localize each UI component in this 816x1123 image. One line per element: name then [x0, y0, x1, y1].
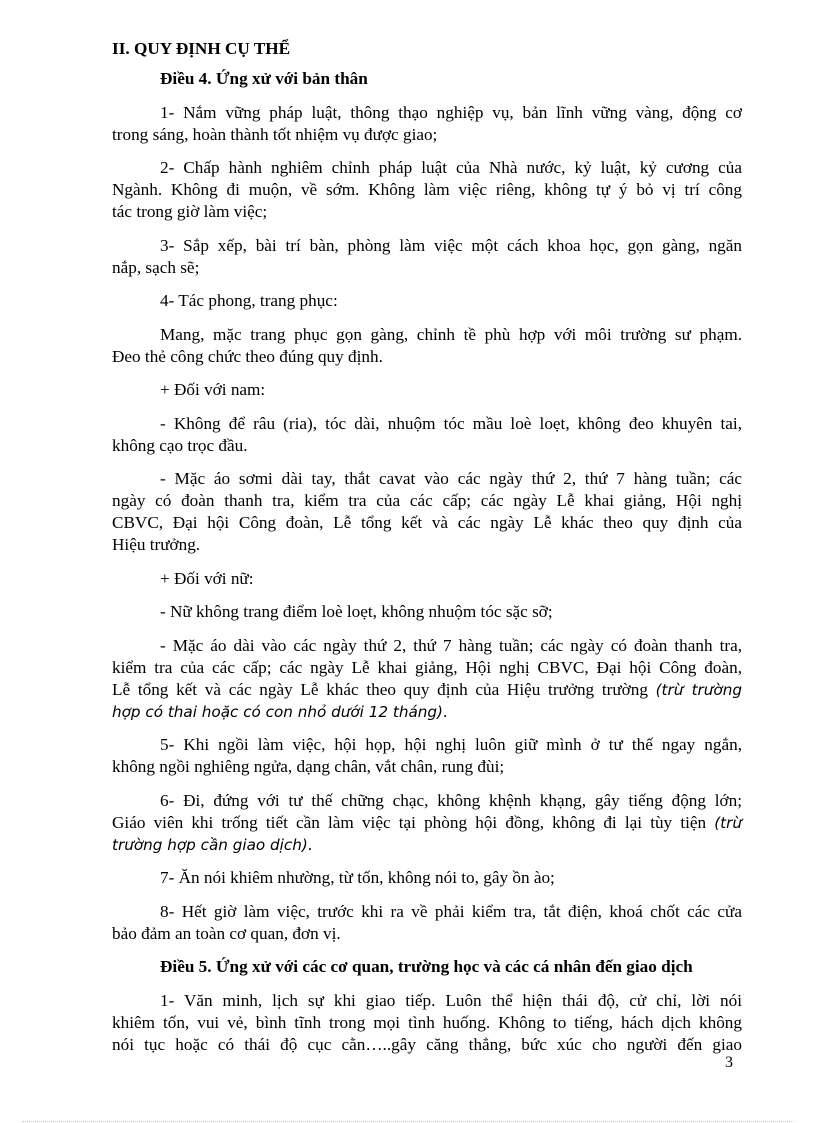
paragraph-4-4-dress — [112, 324, 742, 368]
text-line: nắp, sạch sẽ; — [112, 257, 200, 277]
text-line: 1- Nắm vững pháp luật, thông thạo nghiệp vụ, bản lĩnh vững vàng, động cơ — [160, 102, 742, 122]
paragraph-4-5 — [112, 734, 742, 778]
article-4-title: Điều 4. Ứng xử với bản thân — [160, 69, 368, 88]
article-5-title: Điều 5. Ứng xử với các cơ quan, trường học và các cá nhân đến giao dịch — [160, 957, 693, 976]
text-line: 3- Sắp xếp, bài trí bàn, phòng làm việc một cách khoa học, gọn gàng, ngăn — [160, 235, 742, 255]
female-heading: + Đối với nữ: — [160, 568, 254, 588]
text-line — [112, 701, 742, 723]
text-line: 8- Hết giờ làm việc, trước khi ra về phải kiểm tra, tắt điện, khoá chốt các cửa — [160, 901, 742, 921]
male-heading: + Đối với nam: — [160, 380, 266, 399]
text-line — [112, 812, 742, 834]
paragraph-4-1 — [112, 102, 742, 146]
text-line: CBVC, Đại hội Công đoàn, Lễ tổng kết và các ngày Lễ khác theo quy định của — [112, 513, 742, 532]
text-line: Mang, mặc trang phục gọn gàng, chỉnh tề phù hợp với môi trường sư phạm. — [160, 324, 742, 344]
male-rule-1 — [112, 413, 742, 457]
paragraph-4-6 — [112, 790, 742, 856]
text-line: khiêm tốn, vui vẻ, bình tĩnh trong mọi tình huống. Không to tiếng, hách dịch không — [112, 1012, 742, 1032]
paragraph-4-3 — [112, 235, 742, 279]
paragraph-5-1 — [112, 990, 742, 1056]
female-rule-2 — [112, 635, 742, 723]
section-heading: II. QUY ĐỊNH CỤ THỂ — [112, 39, 291, 58]
paragraph-4-2 — [112, 157, 742, 223]
text-line: 2- Chấp hành nghiêm chỉnh pháp luật của Nhà nước, kỷ luật, kỷ cương của — [160, 158, 742, 177]
text-line: bảo đảm an toàn cơ quan, đơn vị. — [112, 923, 341, 943]
text-line: tác trong giờ làm việc; — [112, 202, 268, 221]
italic-note: (trừ trường — [655, 680, 742, 699]
text-line: - Mặc áo dài vào các ngày thứ 2, thứ 7 hàng tuần; các ngày có đoàn thanh tra, — [160, 635, 742, 655]
text-line: 6- Đi, đứng với tư thế chững chạc, không khệnh khạng, gây tiếng động lớn; — [160, 790, 742, 810]
text-line: 1- Văn minh, lịch sự khi giao tiếp. Luôn thể hiện thái độ, cử chỉ, lời nói — [160, 990, 742, 1010]
paragraph-4-4: 4- Tác phong, trang phục: — [160, 291, 338, 310]
text-line: - Không để râu (ria), tóc dài, nhuộm tóc mầu loè loẹt, không đeo khuyên tai, — [160, 413, 742, 433]
page-number: 3 — [725, 1054, 733, 1071]
italic-note: (trừ — [714, 813, 742, 832]
text-line: Ngành. Không đi muộn, về sớm. Không làm việc riêng, không tự ý bỏ vị trí công — [112, 180, 742, 199]
text-line: - Mặc áo sơmi dài tay, thắt cavat vào các ngày thứ 2, thứ 7 hàng tuần; các — [160, 469, 742, 488]
text-line: không ngồi nghiêng ngửa, dạng chân, vắt chân, rung đùi; — [112, 757, 505, 776]
paragraph-4-7: 7- Ăn nói khiêm nhường, từ tốn, không nói to, gây ồn ào; — [160, 868, 555, 887]
text-line: Đeo thẻ công chức theo đúng quy định. — [112, 346, 383, 366]
text-line — [112, 679, 742, 701]
italic-note: trường hợp cần giao dịch) — [112, 835, 308, 854]
text-line: Hiệu trưởng. — [112, 535, 201, 554]
text-line: kiểm tra của các cấp; các ngày Lễ khai giảng, Hội nghị CBVC, Đại hội Công đoàn, — [112, 657, 742, 677]
text-line: nói tục hoặc có thái độ cục cằn…..gây căng thẳng, bức xúc cho người đến giao — [112, 1034, 742, 1054]
italic-note: hợp có thai hoặc có con nhỏ dưới 12 tháng) — [112, 702, 443, 721]
text-run: Giáo viên khi trống tiết cần làm việc tại phòng hội đồng, không đi lại tùy tiện — [112, 812, 715, 832]
text-line: ngày có đoàn thanh tra, kiểm tra của các cấp; các ngày Lễ khai giảng, Hội nghị — [112, 491, 742, 510]
paragraph-4-8 — [112, 901, 742, 945]
text-line: không cạo trọc đầu. — [112, 435, 248, 455]
female-rule-1: - Nữ không trang điểm loè loẹt, không nhuộm tóc sặc sỡ; — [160, 602, 553, 621]
footer-divider — [22, 1121, 794, 1122]
text-run: . — [307, 834, 313, 854]
text-line — [112, 834, 742, 856]
document-page — [112, 38, 742, 1056]
text-line: trong sáng, hoàn thành tốt nhiệm vụ được giao; — [112, 124, 438, 144]
text-line: 5- Khi ngồi làm việc, hội họp, hội nghị luôn giữ mình ở tư thế ngay ngắn, — [160, 735, 742, 754]
text-run: Lễ tổng kết và các ngày Lễ khác theo quy định của Hiệu trưởng trường — [112, 679, 656, 699]
male-rule-2 — [112, 468, 742, 556]
text-run: . — [442, 701, 448, 721]
